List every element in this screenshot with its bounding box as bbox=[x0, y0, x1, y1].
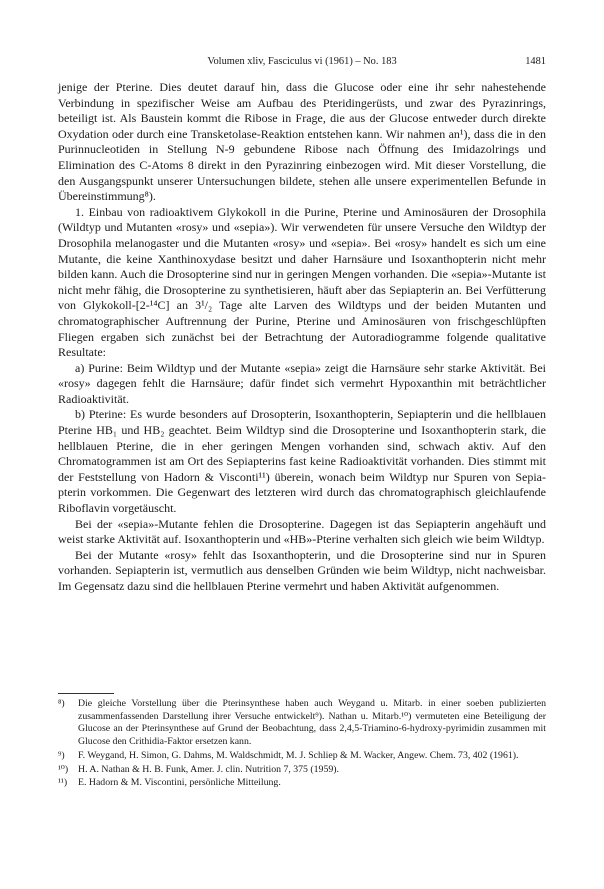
page-number: 1481 bbox=[525, 56, 546, 67]
paragraph-purine: a) Purine: Beim Wildtyp und der Mutante «sepia» zeigt die Harnsäure sehr starke Aktivität. Bei «rosy» dagegen fehlt die Harnsäure; dafür findet sich vermehrt Hypoxanthin mit beträchtlicher Radioaktivität. bbox=[58, 360, 546, 406]
footnote-mark: ¹¹) bbox=[58, 777, 68, 789]
footnotes bbox=[58, 698, 546, 791]
footnote-text: H. A. Nathan & H. B. Funk, Amer. J. clin. Nutrition 7, 375 (1959). bbox=[78, 763, 339, 775]
footnote-mark: ¹⁰) bbox=[58, 763, 69, 775]
footnote-text: Die gleiche Vorstellung über die Pterinsynthese haben auch Weygand u. Mitarb. in einer soeben publizierten zusammenfassenden Darstellung ihrer Versuche entwickelt⁹). Nathan u. Mitarb.¹⁰) vermuteten eine Beteiligung der Glucose an der Pterinsynthese auf Grund der Beobachtung, dass 2,4,5-Triamino-6-hydroxy-pyrimidin zusammen mit Glucose den Crithidia-Faktor ersetzen kann. bbox=[78, 698, 546, 748]
footnote-rule bbox=[58, 693, 114, 694]
footnote-mark: ⁹) bbox=[58, 749, 65, 761]
running-head: Volumen xliv, Fasciculus vi (1961) – No. 183 bbox=[207, 56, 397, 67]
footnote bbox=[58, 764, 546, 777]
footnote bbox=[58, 750, 546, 763]
footnote-mark: ⁸) bbox=[58, 698, 65, 709]
main-text bbox=[58, 80, 546, 595]
paragraph: Bei der Mutante «rosy» fehlt das Isoxanthopterin, und die Drosopterine sind nur in Spuren vorhanden. Sepiapterin ist, vermutlich aus denselben Gründen wie beim Wildtyp, nicht nachweisbar. Im Gegensatz dazu sind die hellblauen Pterine vermehrt und haben Aktivität aufgenommen. bbox=[58, 547, 546, 593]
page-header bbox=[58, 56, 546, 70]
paragraph: jenige der Pterine. Dies deutet darauf hin, dass die Glucose oder eine ihr sehr nahestehende Verbindung in spezifischer Weise am Aufbau des Pteridingerüsts, und zwar des Pyrazinrings, beteiligt ist. Als Baustein kommt die Ribose in Frage, die aus der Glucose entweder durch direkte Oxydation oder durch eine Transketolase-Reaktion entstehen kann. Wir nahmen an¹), dass die in den Purinnucleotiden in Stellung N-9 gebundene Ribose nach Öffnung des Imidazolrings und Elimination des C-Atoms 8 direkt in den Pyrazinring einbezogen wird. Mit dieser Vorstellung, die den Ausgangspunkt unserer Untersuchungen bildete, stehen alle unsere experimentellen Befunde in Übereinstimmung⁸). bbox=[58, 80, 546, 204]
paragraph: Bei der «sepia»-Mutante fehlen die Drosopterine. Dagegen ist das Sepiapterin angehäuft und weist starke Aktivität auf. Isoxanthopterin und «HB»-Pterine verhalten sich gleich wie beim Wildtyp. bbox=[58, 516, 546, 547]
footnote-text: E. Hadorn & M. Viscontini, persönliche Mitteilung. bbox=[78, 777, 281, 789]
footnote-text: F. Weygand, H. Simon, G. Dahms, M. Waldschmidt, M. J. Schliep & M. Wacker, Angew. Chem. 73, 402 (1961). bbox=[78, 749, 519, 761]
section-paragraph: 1. Einbau von radioaktivem Glykokoll in die Purine, Pterine und Aminosäuren der Drosophila (Wildtyp und Mutanten «rosy» und «sepia»). Wir verwendeten für unsere Versuche den Wildtyp der Drosophila melanogaster und die Mutanten «rosy» und «sepia». Bei «rosy» handelt es sich um eine Mutante, die keine Xanthinoxydase besitzt und daher Harnsäure und Isoxanthopterin nicht mehr bilden kann. Auch die Drosopterine sind nur in geringen Mengen vorhanden. Die «sepia»-Mutante ist nicht mehr fähig, die Drosopterine zu synthetisieren, häuft aber das Sepiapterin an. Bei Verfütterung von Glykokoll-[2-¹⁴C] an 3¹/₂ Tage alte Larven des Wildtyps und der beiden Mutanten und chromatographischer Auftrennung der Purine, Pterine und Aminosäuren von frischgeschlüpften Fliegen ergaben sich zunächst bei der Betrachtung der Autoradiogramme folgende qualitative Resultate: bbox=[58, 204, 546, 360]
footnote bbox=[58, 777, 546, 790]
footnote bbox=[58, 698, 546, 749]
paragraph-pterine: b) Pterine: Es wurde besonders auf Drosopterin, Isoxanthopterin, Sepiapterin und die hellblauen Pterine HB₁ und HB₂ geachtet. Beim Wildtyp sind die Drosopterine und Isoxanthopterin stark, die hellblauen Pterine, die in eher geringen Mengen vorhanden sind, schwach aktiv. Auf den Chromatogrammen ist am Ort des Sepiapterins fast keine Radioaktivität vorhanden. Dies stimmt mit der Feststellung von Hadorn & Visconti¹¹) überein, wonach beim Wildtyp nur Spuren von Sepiapterin vorkommen. Die Gegenwart des letzteren wird durch das chromatographisch gleichlaufende Riboflavin vorgetäuscht. bbox=[58, 407, 546, 516]
